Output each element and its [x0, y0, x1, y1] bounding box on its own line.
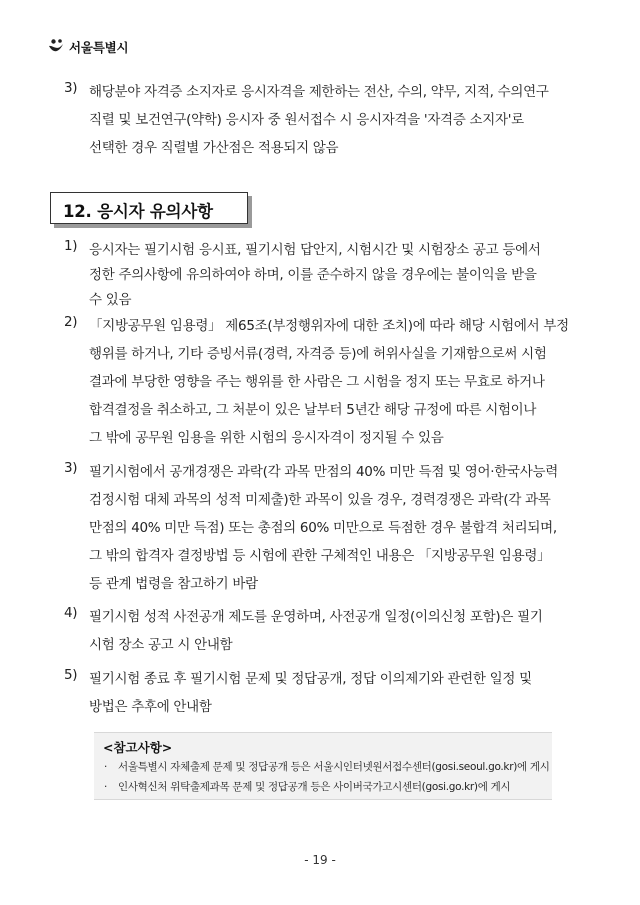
note-text: 서울특별시 자체출제 문제 및 정답공개 등은 서울시인터넷원서접수센터(gosi.seoul.go.kr)에 게시 [118, 761, 550, 773]
item-line: 직렬 및 보건연구(약학) 응시자 중 원서접수 시 응시자격을 '자격증 소지자'로 [89, 112, 524, 128]
item-line: 「지방공무원 임용령」 제65조(부정행위자에 대한 조치)에 따라 해당 시험에서 부정 [89, 318, 569, 334]
item-number: 1) [64, 238, 78, 254]
item-line: 그 밖의 합격자 결정방법 등 시험에 관한 구체적인 내용은 「지방공무원 임용령」 [89, 548, 551, 564]
note-row [104, 759, 550, 774]
section-heading [50, 192, 248, 224]
note-row [104, 779, 510, 794]
note-title: <참고사항> [103, 740, 173, 755]
bullet: · [104, 761, 108, 773]
item-line: 필기시험 성적 사전공개 제도를 운영하며, 사전공개 일정(이의신청 포함)은 필기 [89, 609, 543, 625]
item-line: 정한 주의사항에 유의하여야 하며, 이를 준수하지 않을 경우에는 불이익을 받을 [89, 267, 537, 283]
item-line: 합격결정을 취소하고, 그 처분이 있은 날부터 5년간 해당 규정에 따른 시험이나 [89, 402, 537, 418]
item-line: 결과에 부당한 영향을 주는 행위를 한 사람은 그 시험을 정지 또는 무효로 하거나 [89, 374, 545, 390]
item-number: 3) [64, 80, 78, 96]
header-logo [48, 38, 128, 56]
item-number: 5) [64, 667, 78, 683]
section-title: 12. 응시자 유의사항 [63, 202, 213, 221]
reference-note-box [94, 732, 552, 800]
item-number: 2) [64, 314, 78, 330]
logo-text: 서울특별시 [69, 40, 129, 55]
item-line: 그 밖에 공무원 임용을 위한 시험의 응시자격이 정지될 수 있음 [89, 430, 444, 446]
page-number: - 19 - [304, 853, 336, 867]
item-line: 해당분야 자격증 소지자로 응시자격을 제한하는 전산, 수의, 약무, 지적, 수의연구 [89, 84, 549, 100]
seoul-logo-icon [48, 38, 66, 56]
item-number: 3) [64, 460, 78, 476]
item-line: 응시자는 필기시험 응시표, 필기시험 답안지, 시험시간 및 시험장소 공고 등에서 [89, 242, 541, 258]
item-line: 행위를 하거나, 기타 증빙서류(경력, 자격증 등)에 허위사실을 기재함으로써 시험 [89, 346, 547, 362]
bullet: · [104, 781, 108, 793]
item-line: 검정시험 대체 과목의 성적 미제출)한 과목이 있을 경우, 경력경쟁은 과락(각 과목 [89, 492, 551, 508]
item-line: 필기시험에서 공개경쟁은 과락(각 과목 만점의 40% 미만 득점 및 영어·한국사능력 [89, 464, 558, 480]
item-line: 필기시험 종료 후 필기시험 문제 및 정답공개, 정답 이의제기와 관련한 일정 및 [89, 671, 532, 687]
item-line: 방법은 추후에 안내함 [89, 699, 212, 715]
item-line: 만점의 40% 미만 득점) 또는 총점의 60% 미만으로 득점한 경우 불합격 처리되며, [89, 520, 557, 536]
item-line: 수 있음 [89, 292, 132, 308]
item-line: 선택한 경우 직렬별 가산점은 적용되지 않음 [89, 140, 339, 156]
note-text: 인사혁신처 위탁출제과목 문제 및 정답공개 등은 사이버국가고시센터(gosi.go.kr)에 게시 [118, 781, 511, 793]
item-line: 등 관계 법령을 참고하기 바람 [89, 576, 258, 592]
item-line: 시험 장소 공고 시 안내함 [89, 637, 233, 653]
item-number: 4) [64, 605, 78, 621]
